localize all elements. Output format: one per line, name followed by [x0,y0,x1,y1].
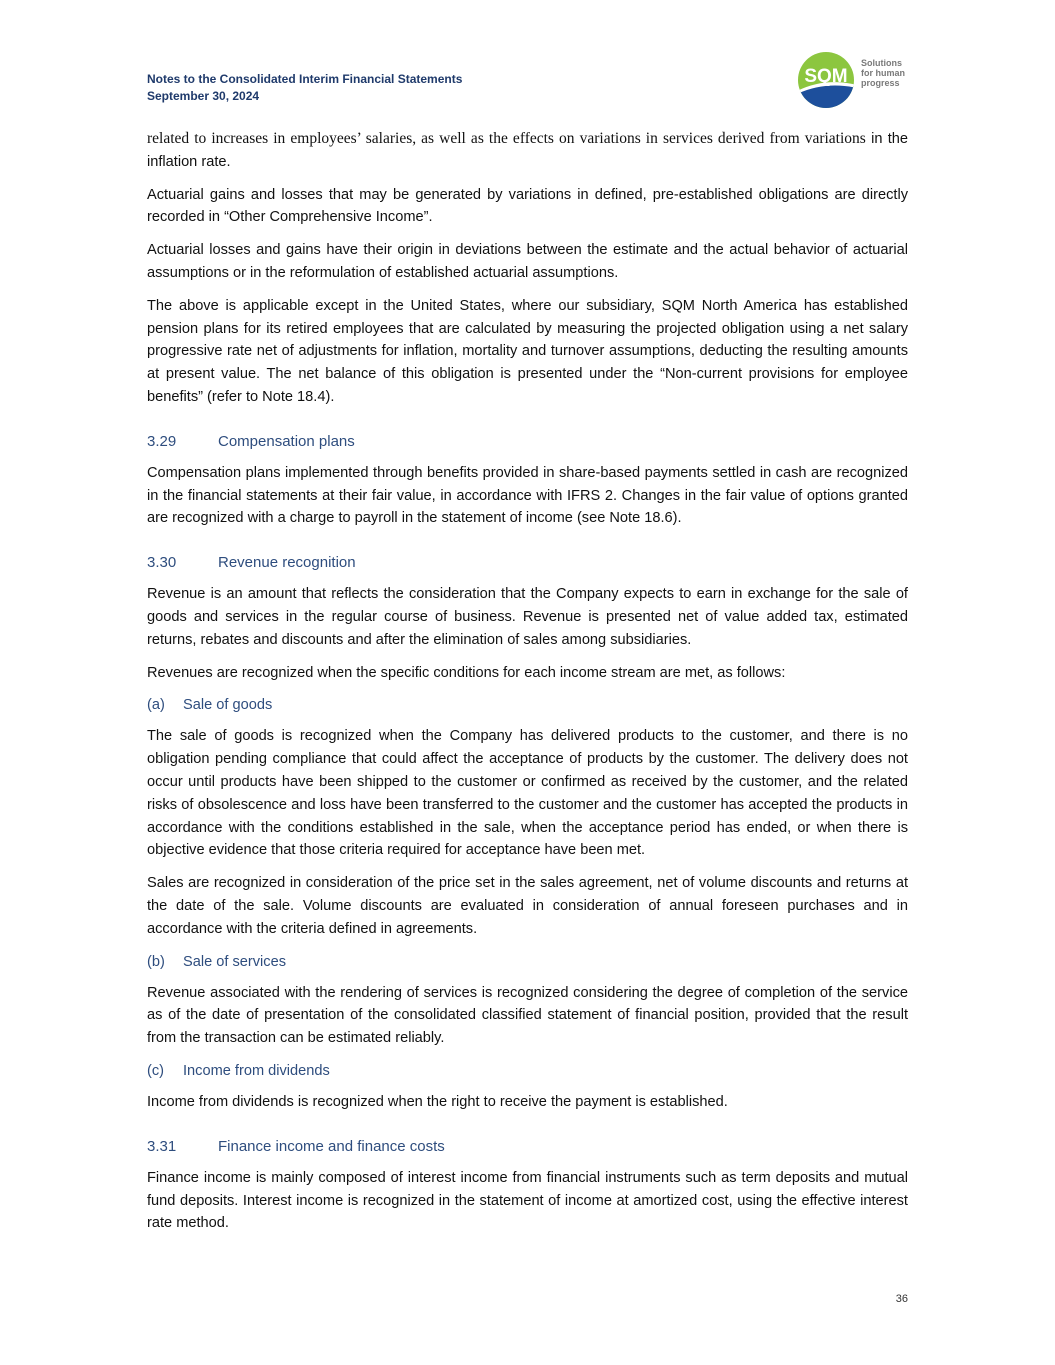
subheading-sale-of-services [147,951,908,973]
header-title [147,71,462,105]
paragraph-us-pension: The above is applicable except in the United States, where our subsidiary, SQM North America has established pension plans for its retired employees that are calculated by measuring the projected obligation using a net salary progressive rate net of adjustments for inflation, mortality and turnover assumptions, deducting the resulting amounts at present value. The net balance of this obligation is presented under the “Non-current provisions for employee benefits” (refer to Note 18.4). [147,297,908,405]
section-heading-3-31 [147,1136,908,1158]
subheading-letter: (c) [147,1062,165,1079]
paragraph-salary-inflation [147,128,908,174]
paragraph-sale-of-goods: The sale of goods is recognized when the Company has delivered products to the customer, and there is no obligation pending compliance that could affect the acceptance of products by the customer. The delivery does not occur until products have been shipped to the customer or confirmed as received by the customer, and the related risks of obsolescence and loss have been transferred to the customer and the customer has accepted the products in accordance with the conditions established in the sale, when the acceptance period has ended, or when there is objective evidence that those criteria required for acceptance have been met. [147,728,908,859]
section-title: Finance income and finance costs [218,1137,445,1155]
page-number: 36 [895,1293,908,1305]
subheading-title: Sale of goods [183,697,273,714]
subheading-letter: (a) [147,697,165,714]
logo-tagline-1: Solutions [861,58,902,68]
header-date: September 30, 2024 [147,89,260,103]
section-heading-3-30 [147,552,908,574]
paragraph-sale-of-services: Revenue associated with the rendering of services is recognized considering the degree of completion of the service as of the date of presentation of the consolidated classified statement of financial position, provided that the result from the transaction can be estimated reliably. [147,984,908,1047]
header-title-line1: Notes to the Consolidated Interim Financial Statements [147,72,463,86]
paragraph-fragment: in the inflation rate. [147,131,908,170]
subheading-title: Income from dividends [183,1062,330,1079]
logo-mark-text: SQM [804,66,848,87]
paragraph-compensation-plans: Compensation plans implemented through benefits provided in share-based payments settled in cash are recognized in the financial statements at their fair value, in accordance with IFRS 2. Changes in the fair value of options granted are recognized with a charge to payroll in the statement of income (see Note 18.6). [147,464,908,527]
sqm-logo [797,51,909,113]
subheading-income-from-dividends [147,1060,908,1082]
paragraph-actuarial-gains: Actuarial gains and losses that may be generated by variations in defined, pre-established obligations are directly recorded in “Other Comprehensive Income”. [147,186,908,226]
body-content [147,128,908,1245]
paragraph-income-from-dividends: Income from dividends is recognized when the right to receive the payment is established. [147,1093,728,1110]
section-number: 3.30 [147,554,177,572]
paragraph-finance-income: Finance income is mainly composed of interest income from financial instruments such as term deposits and mutual fund deposits. Interest income is recognized in the statement of income at amortized cost, using the effective interest rate method. [147,1169,908,1232]
logo-tagline-3: progress [861,78,900,88]
paragraph-serif-fragment: related to increases in employees’ salaries, as well as the effects on variations in services derived from variations [147,130,866,147]
section-number: 3.31 [147,1137,177,1155]
section-title: Compensation plans [218,432,355,450]
paragraph-revenue-conditions: Revenues are recognized when the specific conditions for each income stream are met, as follows: [147,664,786,681]
section-number: 3.29 [147,432,177,450]
paragraph-revenue-definition: Revenue is an amount that reflects the consideration that the Company expects to earn in exchange for the sale of goods and services in the regular course of business. Revenue is presented net of value added tax, estimated returns, rebates and discounts and after the elimination of sales among subsidiaries. [147,586,908,648]
logo-tagline-2: for human [861,68,905,78]
subheading-letter: (b) [147,953,165,970]
subheading-title: Sale of services [183,953,287,970]
paragraph-sales-recognition: Sales are recognized in consideration of the price set in the sales agreement, net of volume discounts and returns at the date of the sale. Volume discounts are evaluated in consideration of annual foreseen purchases and in accordance with the criteria defined in agreements. [147,875,908,937]
subheading-sale-of-goods [147,694,908,716]
paragraph-actuarial-losses: Actuarial losses and gains have their origin in deviations between the estimate and the actual behavior of actuarial assumptions or in the reformulation of established actuarial assumptions. [147,242,908,281]
section-title: Revenue recognition [218,554,356,572]
page-header [147,58,908,115]
section-heading-3-29 [147,431,908,453]
